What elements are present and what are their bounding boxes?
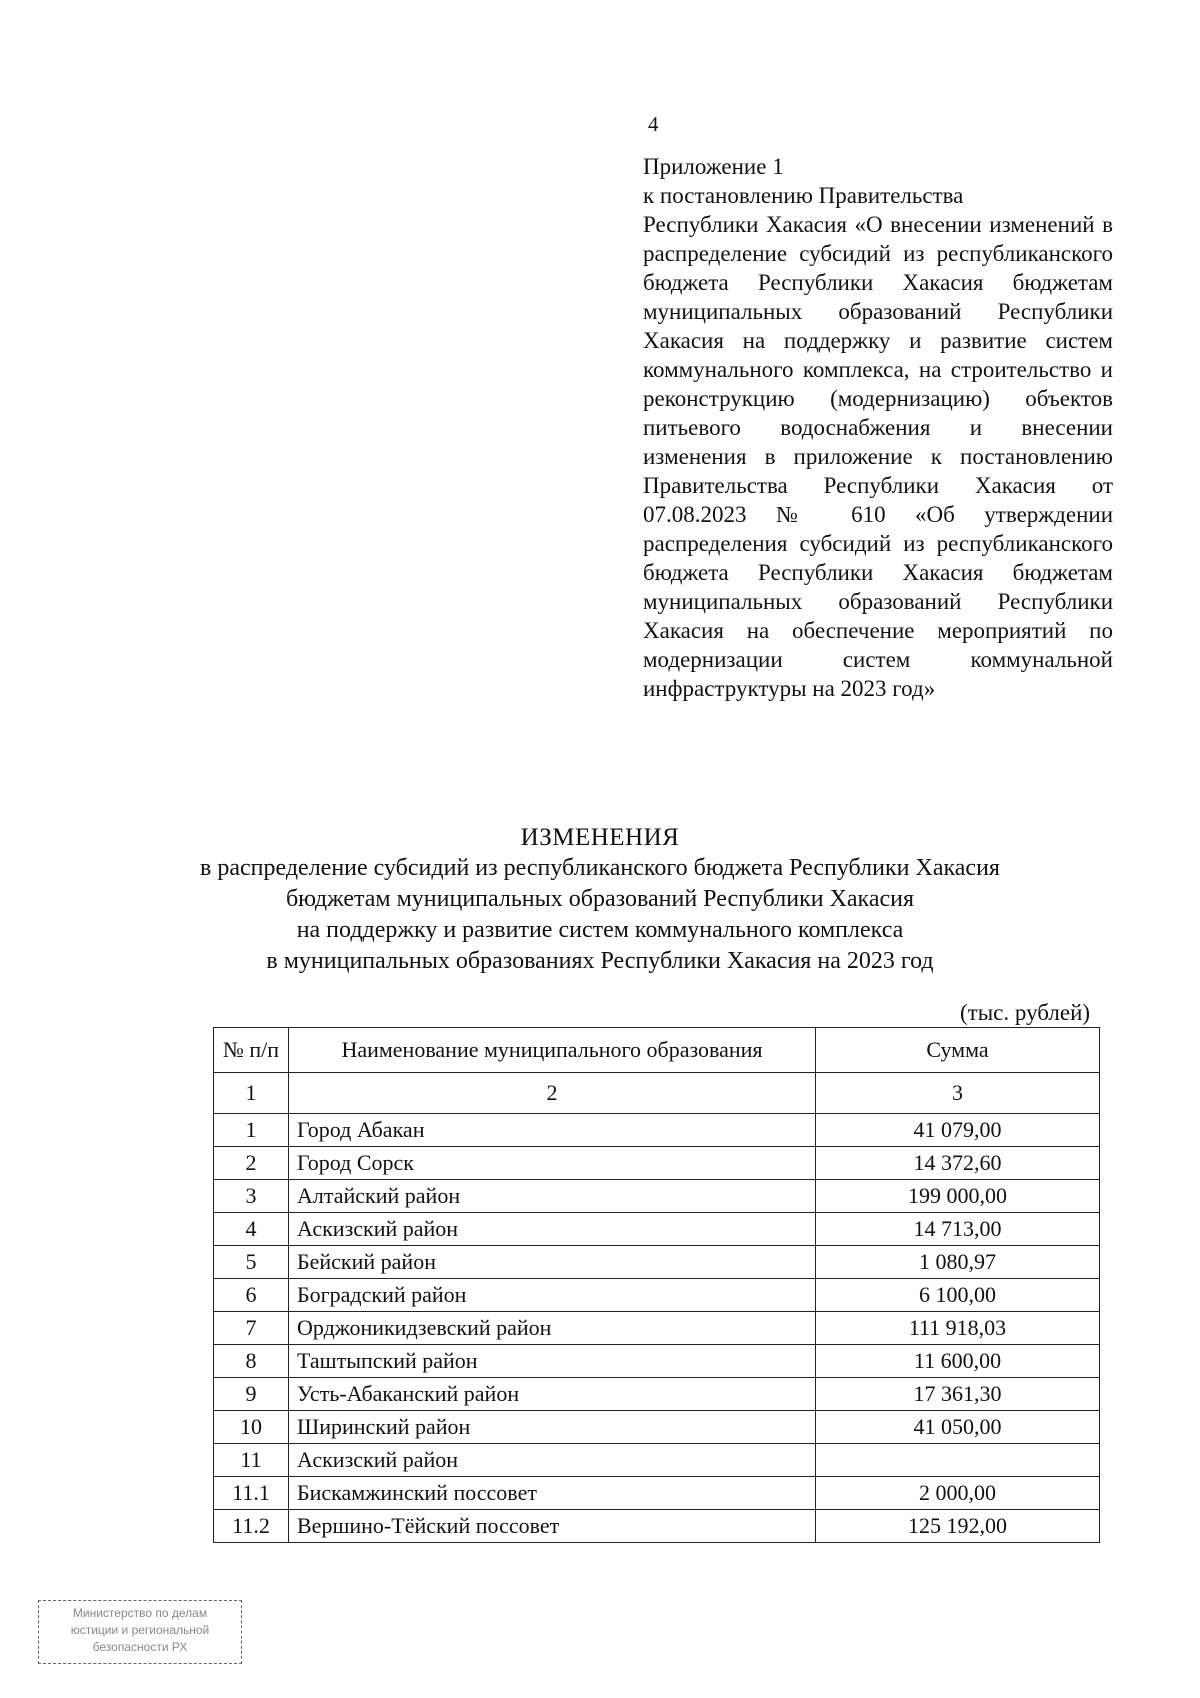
row-name: Бейский район bbox=[289, 1246, 816, 1279]
table-row bbox=[214, 1444, 1100, 1477]
row-number: 2 bbox=[214, 1147, 289, 1180]
row-name: Орджоникидзевский район bbox=[289, 1312, 816, 1345]
row-name: Алтайский район bbox=[289, 1180, 816, 1213]
column-number-3: 3 bbox=[816, 1073, 1100, 1114]
row-sum: 41 079,00 bbox=[816, 1114, 1100, 1147]
table-row bbox=[214, 1312, 1100, 1345]
subtitle-line-2: бюджетам муниципальных образований Республики Хакасия bbox=[285, 886, 915, 912]
subtitle-line-4: в муниципальных образованиях Республики Хакасия на 2023 год bbox=[266, 948, 934, 974]
row-name: Ширинский район bbox=[289, 1411, 816, 1444]
appendix-block bbox=[643, 152, 1113, 703]
row-name: Таштыпский район bbox=[289, 1345, 816, 1378]
row-name: Боградский район bbox=[289, 1279, 816, 1312]
table-row bbox=[214, 1246, 1100, 1279]
row-name: Усть-Абаканский район bbox=[289, 1378, 816, 1411]
subtitle-line-1: в распределение субсидий из республиканского бюджета Республики Хакасия bbox=[200, 855, 1000, 881]
stamp-line-2: юстиции и региональной bbox=[70, 1623, 210, 1637]
appendix-line-1: Приложение 1 bbox=[643, 154, 784, 179]
row-sum: 14 372,60 bbox=[816, 1147, 1100, 1180]
row-number: 3 bbox=[214, 1180, 289, 1213]
row-name: Бискамжинский поссовет bbox=[289, 1477, 816, 1510]
row-sum: 111 918,03 bbox=[816, 1312, 1100, 1345]
row-number: 7 bbox=[214, 1312, 289, 1345]
row-number: 11 bbox=[214, 1444, 289, 1477]
row-sum: 6 100,00 bbox=[816, 1279, 1100, 1312]
registration-stamp bbox=[38, 1600, 242, 1664]
table-row bbox=[214, 1345, 1100, 1378]
table-row bbox=[214, 1114, 1100, 1147]
row-sum: 14 713,00 bbox=[816, 1213, 1100, 1246]
header-sum: Сумма bbox=[816, 1028, 1100, 1073]
document-heading: ИЗМЕНЕНИЯ bbox=[520, 824, 680, 851]
row-sum: 199 000,00 bbox=[816, 1180, 1100, 1213]
row-number: 10 bbox=[214, 1411, 289, 1444]
stamp-line-1: Министерство по делам bbox=[72, 1606, 208, 1620]
table-header-row bbox=[214, 1028, 1100, 1073]
row-number: 9 bbox=[214, 1378, 289, 1411]
row-number: 11.1 bbox=[214, 1477, 289, 1510]
subtitle-line-3: на поддержку и развитие систем коммунального комплекса bbox=[296, 917, 904, 943]
row-number: 5 bbox=[214, 1246, 289, 1279]
table-row bbox=[214, 1411, 1100, 1444]
row-name: Вершино-Тёйский поссовет bbox=[289, 1510, 816, 1543]
page-number: 4 bbox=[648, 112, 659, 136]
column-numbers-row bbox=[214, 1073, 1100, 1114]
table-row bbox=[214, 1510, 1100, 1543]
header-name: Наименование муниципального образования bbox=[289, 1028, 816, 1073]
table-row bbox=[214, 1279, 1100, 1312]
appendix-body: Республики Хакасия «О внесении изменений в распределение субсидий из республиканского бюджета Республики Хакасия бюджетам муниципальных образований Республики Хакасия на поддержку и развитие систем коммунального комплекса, на строительство и реконструкцию (модернизацию) объектов питьевого водоснабжения и внесении изменения в приложение к постановлению Правительства Республики Хакасия от 07.08.2023 № 610 «Об утверждении распределения субсидий из республиканского бюджета Республики Хакасия бюджетам муниципальных образований Республики Хакасия на обеспечение мероприятий по модернизации систем коммунальной инфраструктуры на 2023 год» bbox=[643, 212, 1113, 701]
appendix-line-2: к постановлению Правительства bbox=[643, 183, 964, 208]
row-name: Город Сорск bbox=[289, 1147, 816, 1180]
row-sum: 125 192,00 bbox=[816, 1510, 1100, 1543]
row-number: 8 bbox=[214, 1345, 289, 1378]
units-label: (тыс. рублей) bbox=[960, 1000, 1091, 1025]
column-number-2: 2 bbox=[289, 1073, 816, 1114]
row-sum: 17 361,30 bbox=[816, 1378, 1100, 1411]
row-number: 4 bbox=[214, 1213, 289, 1246]
row-number: 11.2 bbox=[214, 1510, 289, 1543]
table-row bbox=[214, 1378, 1100, 1411]
row-name: Город Абакан bbox=[289, 1114, 816, 1147]
row-number: 1 bbox=[214, 1114, 289, 1147]
row-sum: 2 000,00 bbox=[816, 1477, 1100, 1510]
table-row bbox=[214, 1147, 1100, 1180]
row-name: Аскизский район bbox=[289, 1213, 816, 1246]
row-sum bbox=[816, 1444, 1100, 1477]
row-number: 6 bbox=[214, 1279, 289, 1312]
table-row bbox=[214, 1477, 1100, 1510]
row-sum: 1 080,97 bbox=[816, 1246, 1100, 1279]
row-name: Аскизский район bbox=[289, 1444, 816, 1477]
table-row bbox=[214, 1180, 1100, 1213]
row-sum: 41 050,00 bbox=[816, 1411, 1100, 1444]
table-row bbox=[214, 1213, 1100, 1246]
distribution-table bbox=[213, 1027, 1100, 1543]
header-number: № п/п bbox=[214, 1028, 289, 1073]
title-block bbox=[150, 822, 1050, 977]
row-sum: 11 600,00 bbox=[816, 1345, 1100, 1378]
column-number-1: 1 bbox=[214, 1073, 289, 1114]
stamp-line-3: безопасности РХ bbox=[92, 1640, 188, 1654]
